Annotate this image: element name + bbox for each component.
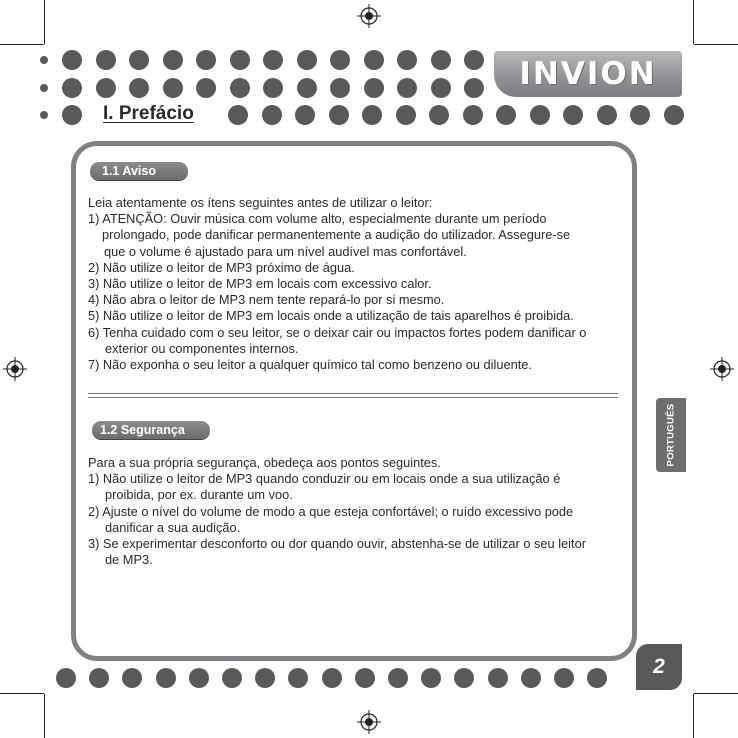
- decor-dot: [263, 78, 283, 98]
- decor-dot: [630, 105, 650, 125]
- decor-dot: [196, 50, 216, 70]
- list-item: 2) Ajuste o nível do volume de modo a que esteja confortável; o ruído excessivo pode: [88, 503, 574, 519]
- decor-dot: [129, 78, 149, 98]
- decor-dot: [230, 50, 250, 70]
- list-item-continued: de MP3.: [105, 552, 153, 568]
- crop-mark: [694, 44, 738, 45]
- decor-dot: [364, 50, 384, 70]
- decor-dot: [297, 50, 317, 70]
- decor-dot: [40, 56, 48, 64]
- decor-dot: [262, 105, 282, 125]
- decor-dot: [62, 105, 82, 125]
- decor-dot: [587, 668, 607, 688]
- decor-dot: [322, 668, 342, 688]
- crop-mark: [44, 694, 45, 738]
- list-item: 3) Se experimentar desconforto ou dor quando ouvir, abstenha-se de utilizar o seu leitor: [88, 536, 586, 552]
- decor-dot: [397, 78, 417, 98]
- decor-dot: [330, 50, 350, 70]
- decor-dot: [230, 78, 250, 98]
- list-item: 3) Não utilize o leitor de MP3 em locais com excessivo calor.: [88, 276, 432, 292]
- decor-dot: [62, 78, 82, 98]
- crop-mark: [0, 693, 44, 694]
- decor-dot: [163, 78, 183, 98]
- language-tab-label: PORTUGUÊS: [665, 403, 677, 467]
- decor-dot: [96, 50, 116, 70]
- section-seguranca: [88, 455, 628, 568]
- decor-dot: [362, 105, 382, 125]
- decor-dot: [597, 105, 617, 125]
- decor-dot: [364, 78, 384, 98]
- section-aviso: [88, 195, 628, 373]
- decor-dot: [255, 668, 275, 688]
- brand-logo: [494, 51, 682, 97]
- list-item: 1) ATENÇÃO: Ouvir música com volume alto, especialmente durante um período: [88, 211, 547, 227]
- decor-dot: [429, 105, 449, 125]
- decor-dot: [222, 668, 242, 688]
- list-item: 7) Não exponha o seu leitor a qualquer químico tal como benzeno ou diluente.: [88, 357, 532, 373]
- list-item-continued: prolongado, pode danificar permanentemente a audição do utilizador. Assegure-se: [102, 227, 571, 243]
- list-item-continued: que o volume é ajustado para um nível audível mas confortável.: [104, 243, 467, 259]
- crop-mark: [694, 693, 738, 694]
- decor-dot: [530, 105, 550, 125]
- list-item: 2) Não utilize o leitor de MP3 próximo de água.: [88, 259, 355, 275]
- decor-dot: [464, 78, 484, 98]
- registration-mark-icon: [357, 710, 381, 734]
- decor-dot: [664, 105, 684, 125]
- decor-dot: [297, 78, 317, 98]
- list-item: 6) Tenha cuidado com o seu leitor, se o deixar cair ou impactos fortes podem danificar o: [88, 324, 587, 340]
- decor-dot: [189, 668, 209, 688]
- section-badge-aviso: [90, 162, 188, 180]
- page-title: I. Prefácio: [103, 103, 194, 124]
- registration-mark-icon: [710, 357, 734, 381]
- decor-dot: [122, 668, 142, 688]
- decor-dot: [156, 668, 176, 688]
- crop-mark: [0, 44, 44, 45]
- decor-dot: [431, 78, 451, 98]
- list-item: 1) Não utilize o leitor de MP3 quando conduzir ou em locais onde a sua utilização é: [88, 471, 561, 487]
- decor-dot: [496, 105, 516, 125]
- decor-dot: [521, 668, 541, 688]
- list-item-continued: proibida, por ex. durante um voo.: [105, 487, 293, 503]
- decor-dot: [355, 668, 375, 688]
- decor-dot: [96, 78, 116, 98]
- registration-mark-icon: [3, 357, 27, 381]
- decor-dot: [263, 50, 283, 70]
- logo-text: INVION: [519, 56, 657, 92]
- page-number: 2: [636, 644, 682, 690]
- decor-dot: [396, 105, 416, 125]
- decor-dot: [295, 105, 315, 125]
- language-tab: [656, 398, 686, 472]
- decor-dot: [330, 78, 350, 98]
- decor-dot: [163, 50, 183, 70]
- list-item: 5) Não utilize o leitor de MP3 em locais onde a utilização de tais aparelhos é proibida.: [88, 308, 574, 324]
- list-item-continued: exterior ou componentes internos.: [105, 340, 299, 356]
- decor-dot: [62, 50, 82, 70]
- decor-dot: [454, 668, 474, 688]
- decor-dot: [196, 78, 216, 98]
- crop-mark: [693, 694, 694, 738]
- decor-dot: [89, 668, 109, 688]
- section-badge-label: 1.1 Aviso: [102, 164, 156, 178]
- registration-mark-icon: [357, 4, 381, 28]
- list-item: 4) Não abra o leitor de MP3 nem tente repará-lo por si mesmo.: [88, 292, 445, 308]
- decor-dot: [228, 105, 248, 125]
- decor-dot: [388, 668, 408, 688]
- decor-dot: [421, 668, 441, 688]
- decor-dot: [431, 50, 451, 70]
- list-item-continued: danificar a sua audição.: [105, 519, 241, 535]
- decor-dot: [397, 50, 417, 70]
- decor-dot: [288, 668, 308, 688]
- section-divider: [88, 393, 618, 398]
- section-badge-seguranca: [92, 421, 210, 439]
- section-intro: Para a sua própria segurança, obedeça aos pontos seguintes.: [88, 455, 441, 470]
- decor-dot: [563, 105, 583, 125]
- crop-mark: [693, 0, 694, 44]
- decor-dot: [129, 50, 149, 70]
- section-badge-label: 1.2 Segurança: [100, 423, 185, 437]
- decor-dot: [329, 105, 349, 125]
- crop-mark: [44, 0, 45, 44]
- decor-dot: [40, 84, 48, 92]
- decor-dot: [40, 111, 48, 119]
- decor-dot: [464, 50, 484, 70]
- decor-dot: [554, 668, 574, 688]
- decor-dot: [56, 668, 76, 688]
- decor-dot: [488, 668, 508, 688]
- decor-dot: [463, 105, 483, 125]
- section-intro: Leia atentamente os ítens seguintes antes de utilizar o leitor:: [88, 195, 433, 210]
